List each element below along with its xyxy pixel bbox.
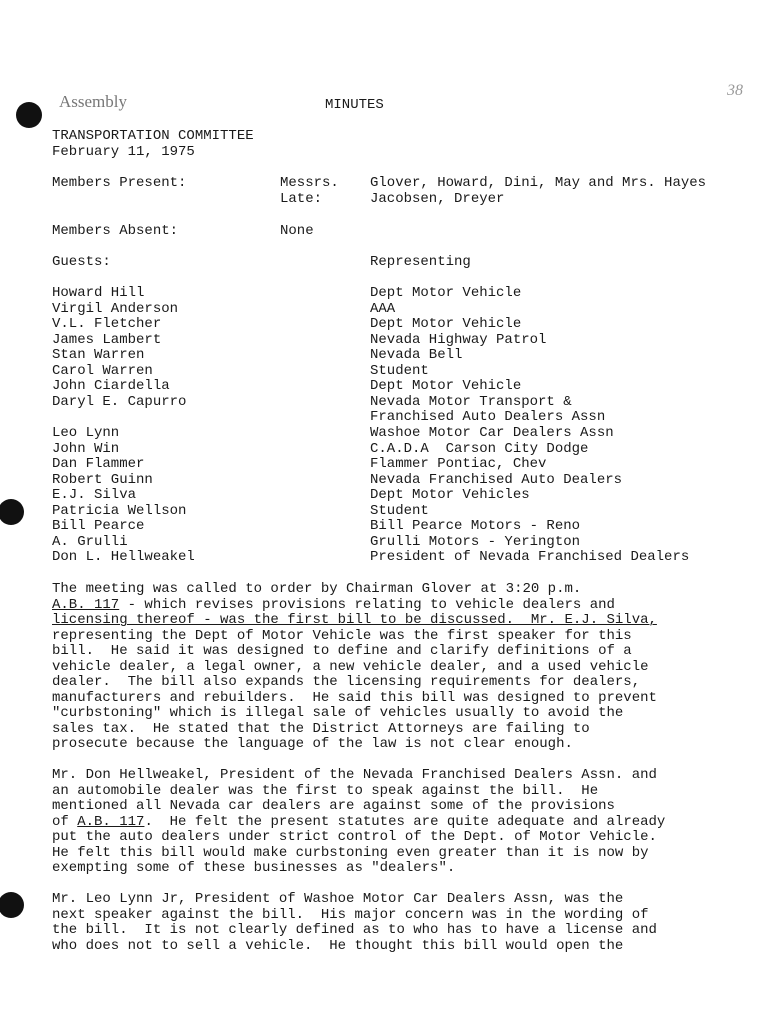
members-absent-value: None (280, 223, 314, 239)
guest-name: Stan Warren (52, 347, 145, 363)
body-line: manufacturers and rebuilders. He said this bill was designed to prevent (52, 689, 657, 706)
late-names: Jacobsen, Dreyer (370, 191, 505, 207)
members-absent-label: Members Absent: (52, 223, 179, 239)
guest-rep: Student (370, 362, 429, 379)
body-line: next speaker against the bill. His major concern was in the wording of (52, 906, 649, 923)
body-line: exempting some of these businesses as "dealers". (52, 860, 456, 876)
page-number: 38 (727, 82, 743, 99)
body-line: Mr. Don Hellweakel, President of the Nevada Franchised Dealers Assn. and (52, 767, 657, 783)
body-line: vehicle dealer, a legal owner, a new vehicle dealer, and a used vehicle (52, 658, 649, 675)
body-line: put the auto dealers under strict control of the Dept. of Motor Vehicle. (52, 829, 657, 845)
body-line: sales tax. He stated that the District Attorneys are failing to (52, 720, 590, 737)
guest-rep: Nevada Bell (370, 347, 463, 363)
guest-rep: Grulli Motors - Yerington (370, 533, 581, 550)
body-line: an automobile dealer was the first to speak against the bill. He (52, 782, 599, 799)
minutes-title: MINUTES (325, 97, 384, 113)
punch-hole-top (16, 102, 42, 128)
guest-rep: Franchised Auto Dealers Assn (370, 409, 606, 425)
assembly-stamp: Assembly (59, 92, 127, 111)
late-label: Late: (280, 191, 323, 207)
body-line: the bill. It is not clearly defined as to who has to have a license and (52, 922, 657, 938)
messrs-label: Messrs. (280, 175, 339, 191)
body-line: bill. He said it was designed to define and clarify definitions of a (52, 643, 632, 659)
guest-name: A. Grulli (52, 533, 128, 550)
guest-rep: Nevada Highway Patrol (370, 331, 547, 348)
guest-rep: Bill Pearce Motors - Reno (370, 518, 581, 534)
guest-name: Daryl E. Capurro (52, 393, 187, 410)
punch-hole-middle (0, 499, 24, 525)
guest-name: Don L. Hellweakel (52, 549, 195, 565)
guest-name: Carol Warren (52, 362, 153, 379)
bill-reference: A.B. 117 (77, 813, 145, 830)
guest-name: Dan Flammer (52, 456, 145, 472)
guest-rep: Dept Motor Vehicle (370, 316, 522, 332)
body-line: Mr. Leo Lynn Jr, President of Washoe Motor Car Dealers Assn, was the (52, 891, 624, 907)
guest-rep: Dept Motor Vehicles (370, 487, 530, 503)
guest-rep: Nevada Franchised Auto Dealers (370, 471, 623, 488)
guest-rep: C.A.D.A Carson City Dodge (370, 440, 589, 457)
body-line: The meeting was called to order by Chairman Glover at 3:20 p.m. (52, 581, 582, 597)
guest-rep: Student (370, 502, 429, 519)
members-present-label: Members Present: (52, 175, 187, 191)
guests-label: Guests: (52, 254, 111, 270)
body-line: licensing thereof - was the first bill to be discussed. Mr. E.J. Silva, (52, 612, 657, 628)
body-line: He felt this bill would make curbstoning even greater than it is now by (52, 844, 649, 861)
body-line: A.B. 117 - which revises provisions relating to vehicle dealers and (52, 596, 615, 613)
bill-reference: A.B. 117 (52, 596, 120, 613)
guest-rep: Flammer Pontiac, Chev (370, 456, 547, 472)
body-line: representing the Dept of Motor Vehicle was the first speaker for this (52, 627, 632, 644)
guest-name: John Ciardella (52, 378, 170, 394)
guest-rep: AAA (370, 300, 396, 317)
body-line: dealer. The bill also expands the licensing requirements for dealers, (52, 674, 641, 690)
guest-name: John Win (52, 440, 120, 457)
meeting-date: February 11, 1975 (52, 144, 195, 160)
representing-label: Representing (370, 254, 471, 270)
guest-name: Leo Lynn (52, 425, 120, 441)
committee-name: TRANSPORTATION COMMITTEE (52, 128, 254, 144)
body-line: "curbstoning" which is illegal sale of vehicles usually to avoid the (52, 705, 624, 721)
guest-name: Virgil Anderson (52, 300, 179, 317)
guest-rep: Dept Motor Vehicle (370, 378, 522, 394)
body-line: of A.B. 117. He felt the present statutes are quite adequate and already (52, 813, 666, 830)
body-line: who does not to sell a vehicle. He thought this bill would open the (52, 937, 624, 954)
guest-rep: President of Nevada Franchised Dealers (370, 549, 690, 565)
guest-rep: Dept Motor Vehicle (370, 285, 522, 301)
guest-name: James Lambert (52, 331, 162, 348)
punch-hole-bottom (0, 892, 24, 918)
guest-rep: Nevada Motor Transport & (370, 393, 572, 410)
guest-name: Patricia Wellson (52, 502, 187, 519)
body-line: prosecute because the language of the law is not clear enough. (52, 736, 573, 752)
body-line: mentioned all Nevada car dealers are against some of the provisions (52, 798, 615, 814)
guest-name: Howard Hill (52, 285, 145, 301)
guest-name: V.L. Fletcher (52, 316, 162, 332)
guest-name: Robert Guinn (52, 471, 153, 488)
members-present-names: Glover, Howard, Dini, May and Mrs. Hayes (370, 175, 707, 191)
guest-name: Bill Pearce (52, 518, 145, 534)
guest-rep: Washoe Motor Car Dealers Assn (370, 425, 614, 441)
guest-name: E.J. Silva (52, 487, 137, 503)
